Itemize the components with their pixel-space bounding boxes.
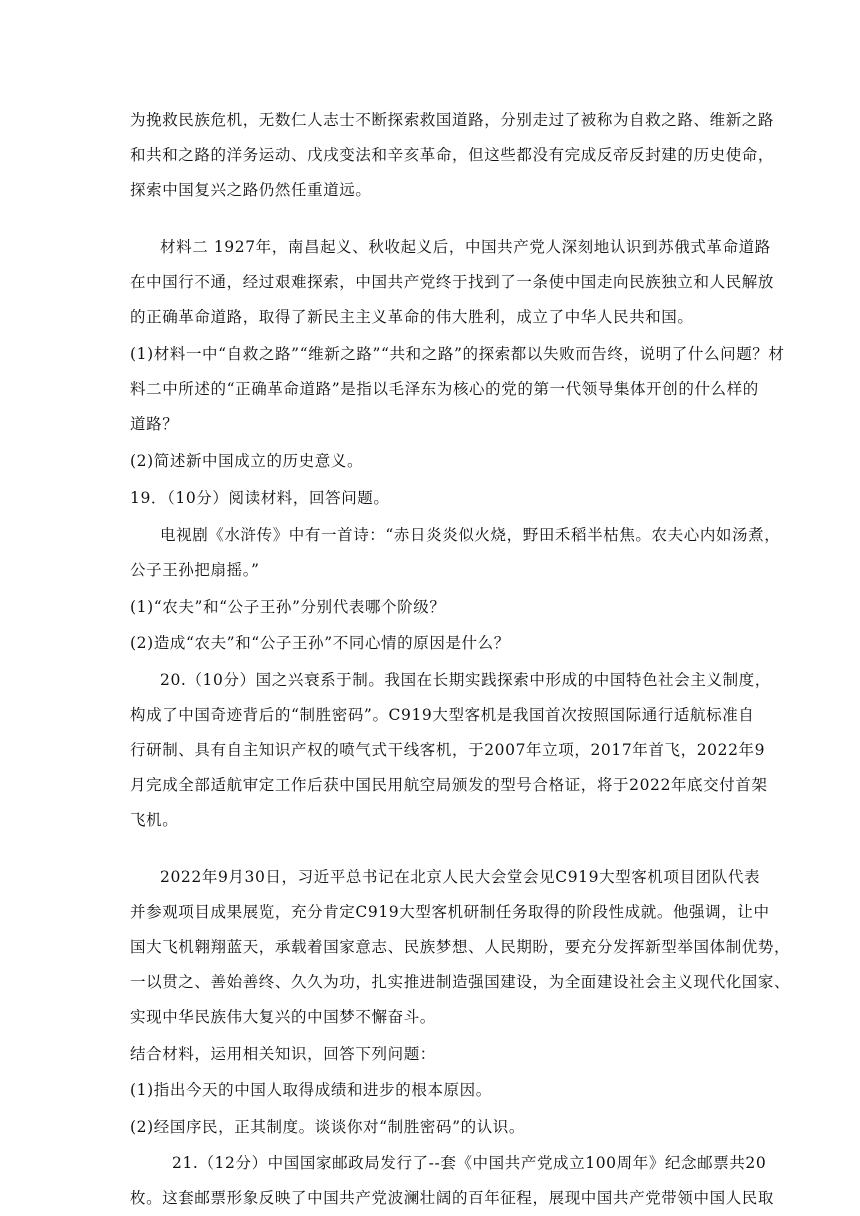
- text-line: 电视剧《水浒传》中有一首诗：“赤日炎炎似火烧，野田禾稻半枯焦。农夫心内如汤煮，: [160, 526, 781, 544]
- text-line: 在中国行不通，经过艰难探索，中国共产党终于找到了一条使中国走向民族独立和人民解放: [130, 273, 775, 291]
- text-line: 探索中国复兴之路仍然任重道远。: [130, 181, 372, 199]
- question-heading: 19．（10分）阅读材料，回答问题。: [130, 489, 390, 507]
- text-line: 一以贯之、善始善终、久久为功，扎实推进制造强国建设，为全面建设社会主义现代化国家、: [130, 973, 791, 991]
- text-line: 月完成全部适航审定工作后获中国民用航空局颁发的型号合格证，将于2022年底交付首架: [130, 776, 768, 794]
- question-heading: 21.（12分）中国国家邮政局发行了--套《中国共产党成立100周年》纪念邮票共20: [172, 1154, 767, 1172]
- question-line: (1)材料一中“自救之路”“维新之路”“共和之路”的探索都以失败而告终，说明了什么问题？材: [130, 345, 785, 363]
- question-line: (2)造成“农夫”和“公子王孙”不同心情的原因是什么？: [130, 634, 510, 652]
- instruction-line: 结合材料，运用相关知识，回答下列问题：: [130, 1045, 436, 1063]
- question-line: (2)简述新中国成立的历史意义。: [130, 452, 364, 470]
- question-heading: 20.（10分）国之兴衰系于制。我国在长期实践探索中形成的中国特色社会主义制度，: [160, 671, 771, 689]
- text-line: 的正确革命道路，取得了新民主主义革命的伟大胜利，成立了中华人民共和国。: [130, 308, 694, 326]
- question-line: 料二中所述的“正确革命道路”是指以毛泽东为核心的党的第一代领导集体开创的什么样的: [130, 380, 759, 398]
- question-line: (1)“农夫”和“公子王孙”分别代表哪个阶级？: [130, 598, 446, 616]
- text-line: 行研制、具有自主知识产权的喷气式干线客机，于2007年立项，2017年首飞，2022年9: [130, 741, 766, 759]
- question-line: (2)经国序民，正其制度。谈谈你对“制胜密码”的认识。: [130, 1118, 526, 1136]
- text-line: 构成了中国奇迹背后的“制胜密码”。C919大型客机是我国首次按照国际通行适航标准自: [130, 706, 755, 724]
- text-line: 和共和之路的洋务运动、戊戌变法和辛亥革命，但这些都没有完成反帝反封建的历史使命，: [130, 146, 775, 164]
- text-line: 飞机。: [130, 811, 179, 829]
- text-line: 材料二 1927年，南昌起义、秋收起义后，中国共产党人深刻地认识到苏俄式革命道路: [160, 238, 771, 256]
- text-line: 为挽救民族危机，无数仁人志士不断探索救国道路，分别走过了被称为自救之路、维新之路: [130, 111, 775, 129]
- text-line: 枚。这套邮票形象反映了中国共产党波澜壮阔的百年征程，展现中国共产党带领中国人民取: [130, 1189, 775, 1207]
- text-line: 2022年9月30日，习近平总书记在北京人民大会堂会见C919大型客机项目团队代表: [160, 868, 761, 886]
- text-line: 公子王孙把扇摇。”: [130, 561, 260, 579]
- question-line: 道路？: [130, 415, 179, 433]
- text-line: 实现中华民族伟大复兴的中国梦不懈奋斗。: [130, 1008, 436, 1026]
- question-line: (1)指出今天的中国人取得成绩和进步的根本原因。: [130, 1081, 492, 1099]
- text-line: 并参观项目成果展览，充分肯定C919大型客机研制任务取得的阶段性成就。他强调，让中: [130, 903, 770, 921]
- text-line: 国大飞机翱翔蓝天，承载着国家意志、民族梦想、人民期盼，要充分发挥新型举国体制优势，: [130, 938, 791, 956]
